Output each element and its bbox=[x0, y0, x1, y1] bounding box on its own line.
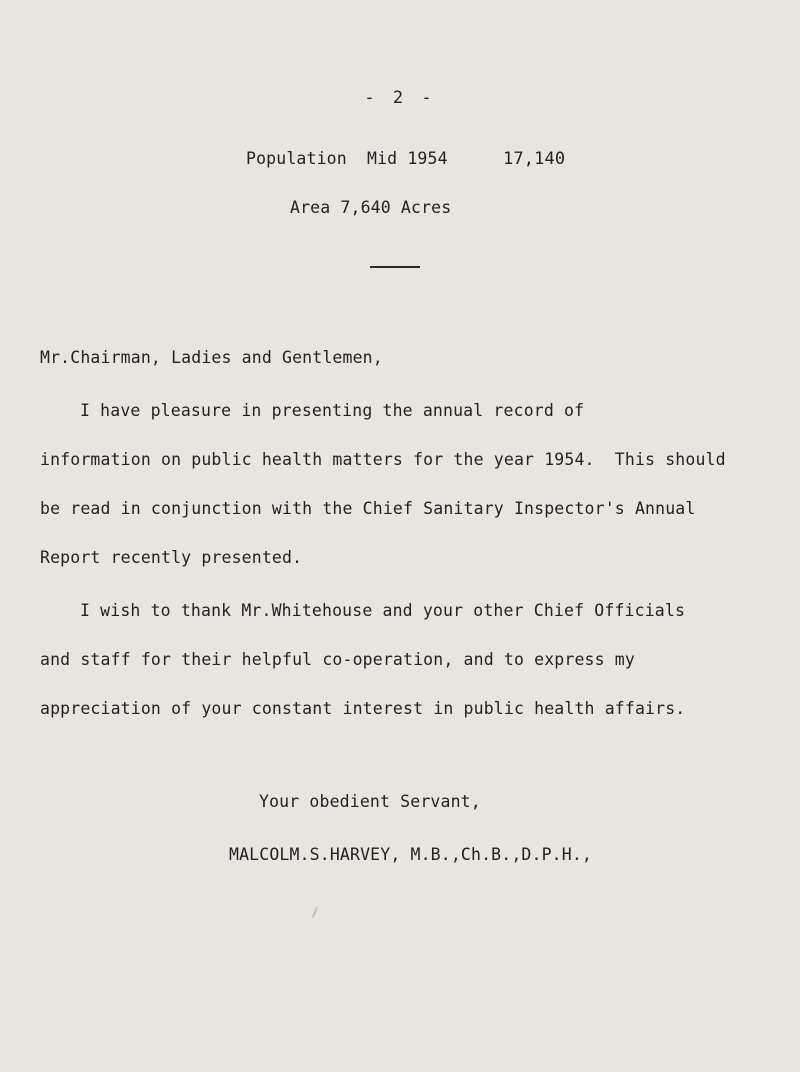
page-number: - 2 - bbox=[364, 88, 436, 108]
paragraph-1-line-2: information on public health matters for the year 1954. This should bbox=[40, 450, 726, 469]
population-label: Population Mid 1954 bbox=[246, 149, 448, 168]
signature-line: MALCOLM.S.HARVEY, M.B.,Ch.B.,D.P.H., bbox=[229, 845, 593, 864]
paragraph-2-line-2: and staff for their helpful co-operation, and to express my bbox=[40, 650, 635, 669]
salutation: Mr.Chairman, Ladies and Gentlemen, bbox=[40, 348, 383, 367]
paragraph-1-line-4: Report recently presented. bbox=[40, 548, 303, 567]
area-line: Area 7,640 Acres bbox=[290, 198, 452, 217]
paragraph-2-line-3: appreciation of your constant interest in public health affairs. bbox=[40, 699, 686, 718]
paragraph-2-line-1: I wish to thank Mr.Whitehouse and your other Chief Officials bbox=[80, 601, 686, 620]
closing-line: Your obedient Servant, bbox=[259, 792, 481, 811]
paragraph-1-line-3: be read in conjunction with the Chief Sanitary Inspector's Annual bbox=[40, 499, 696, 518]
paragraph-1-line-1: I have pleasure in presenting the annual record of bbox=[80, 401, 585, 420]
paper-mark bbox=[312, 906, 318, 918]
section-divider bbox=[370, 266, 420, 268]
population-value: 17,140 bbox=[503, 149, 566, 169]
